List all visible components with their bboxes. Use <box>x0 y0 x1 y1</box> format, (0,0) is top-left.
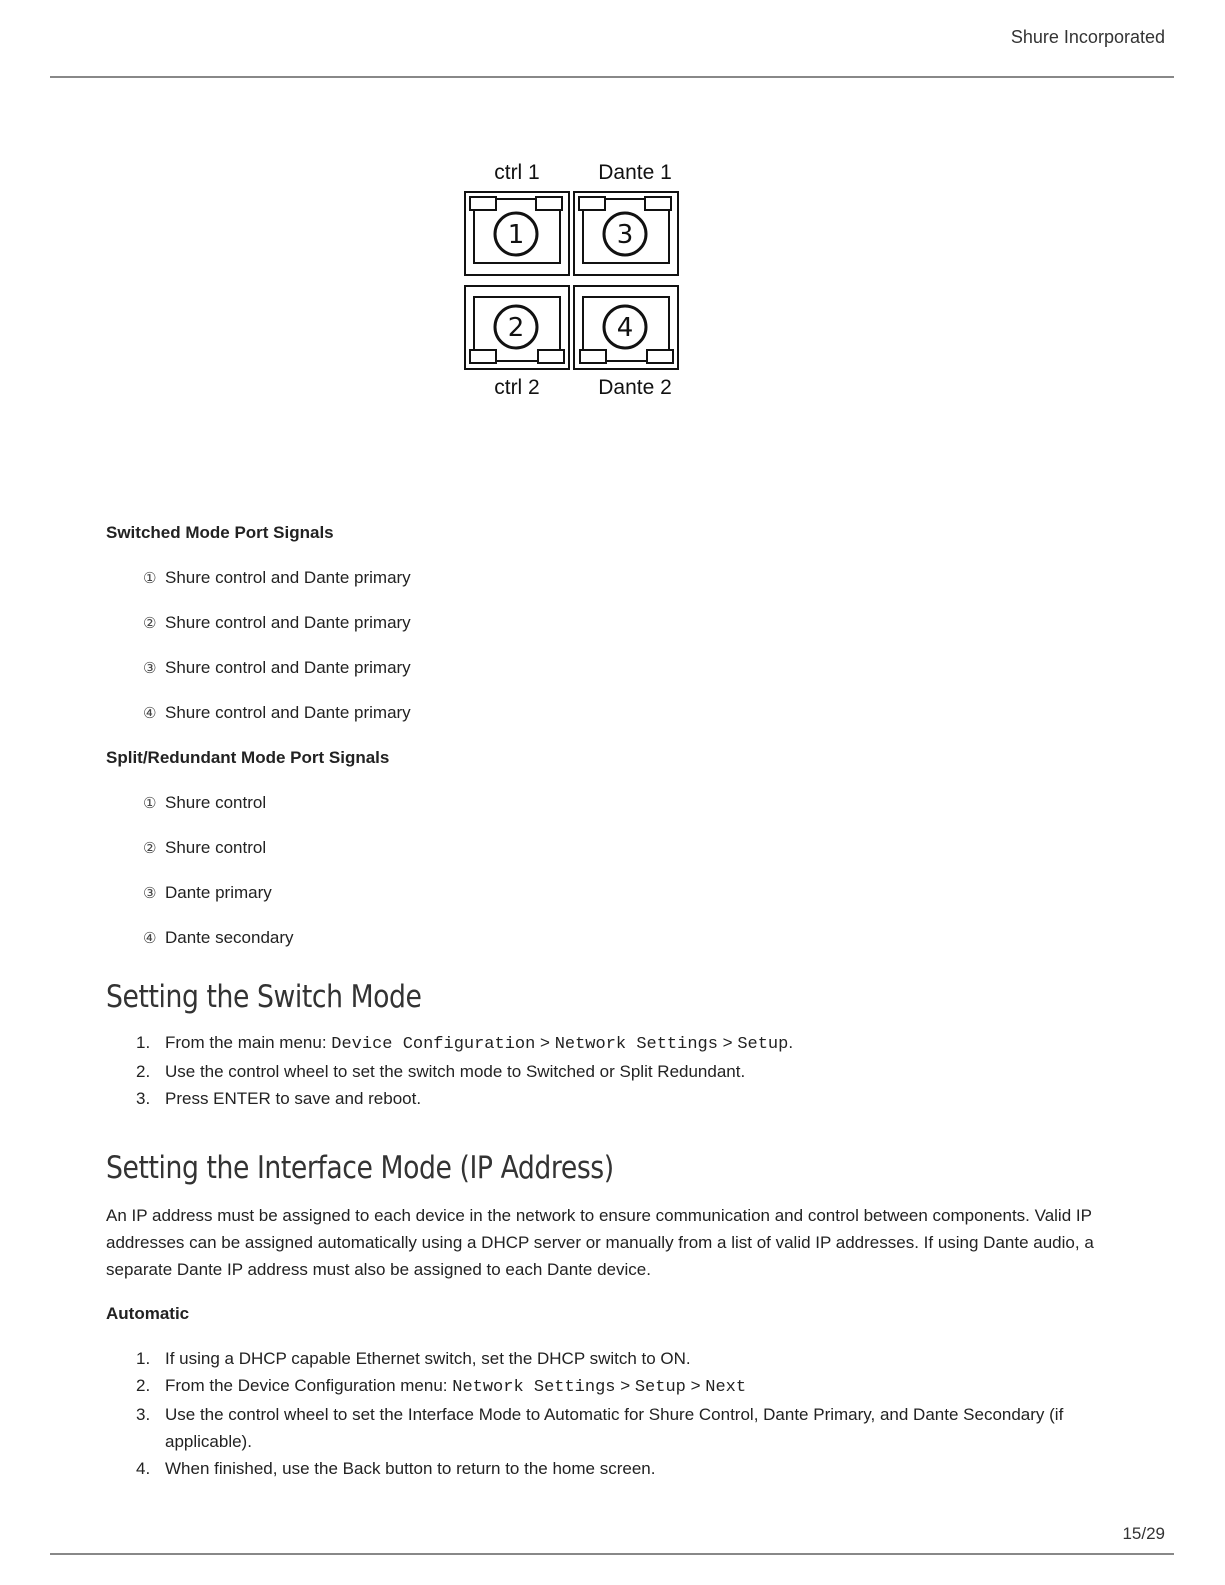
port-label-dante2: Dante 2 <box>598 376 672 399</box>
port-label-dante1: Dante 1 <box>598 161 672 184</box>
menu-path-part: Next <box>705 1378 747 1397</box>
port-4 <box>574 286 678 369</box>
company-name: Shure Incorporated <box>1010 27 1165 47</box>
step-item: 3. Press ENTER to save and reboot. <box>136 1089 422 1108</box>
list-item <box>143 880 1116 906</box>
port-number-1: 1 <box>507 220 525 250</box>
circled-number: ④ <box>143 929 157 947</box>
step-item: 1. If using a DHCP capable Ethernet switch, set the DHCP switch to ON. <box>136 1349 691 1368</box>
circled-number: ③ <box>143 884 157 902</box>
header-rule <box>50 76 1174 78</box>
split-mode-heading: Split/Redundant Mode Port Signals <box>106 748 390 767</box>
menu-path-part: Device Configuration <box>331 1035 536 1054</box>
list-item-text: Shure control and Dante primary <box>165 568 411 587</box>
circled-number: ② <box>143 614 157 632</box>
automatic-heading: Automatic <box>106 1304 190 1323</box>
switch-mode-title: Setting the Switch Mode <box>106 979 422 1015</box>
list-item-text: Shure control <box>165 838 267 857</box>
split-mode-list <box>106 790 1116 951</box>
list-item <box>143 565 1116 591</box>
port-2 <box>465 286 569 369</box>
port-label-ctrl1: ctrl 1 <box>494 161 540 184</box>
list-item <box>143 925 1116 951</box>
port-number-2: 2 <box>507 313 525 343</box>
list-item-text: Shure control and Dante primary <box>165 613 411 632</box>
step-item: 4. When finished, use the Back button to return to the home screen. <box>136 1459 656 1478</box>
list-item <box>143 700 1116 726</box>
switched-mode-list <box>106 565 1116 726</box>
circled-number: ② <box>143 839 157 857</box>
automatic-steps <box>106 1345 1116 1482</box>
circled-number: ① <box>143 794 157 812</box>
list-item-text: Shure control and Dante primary <box>165 703 411 722</box>
interface-mode-title: Setting the Interface Mode (IP Address) <box>106 1150 614 1186</box>
step-item: 2. From the Device Configuration menu: Network Settings > Setup > Next <box>136 1376 747 1397</box>
list-item-text: Dante secondary <box>165 928 294 947</box>
circled-number: ④ <box>143 704 157 722</box>
list-item <box>143 610 1116 636</box>
page-number: 15/29 <box>1122 1524 1165 1543</box>
step-item: 2. Use the control wheel to set the switch mode to Switched or Split Redundant. <box>136 1062 746 1081</box>
port-number-3: 3 <box>616 220 634 250</box>
footer-rule <box>50 1553 1174 1555</box>
list-item-text: Shure control and Dante primary <box>165 658 411 677</box>
switch-mode-steps <box>106 1029 1116 1112</box>
step-item: 3. Use the control wheel to set the Interface Mode to Automatic for Shure Control, Dante Primary, and Dante Secondary (if applicable). <box>136 1405 1064 1451</box>
circled-number: ① <box>143 569 157 587</box>
port-1 <box>465 192 569 275</box>
menu-path-part: Network Settings <box>554 1035 718 1054</box>
menu-path-part: Setup <box>634 1378 686 1397</box>
list-item-text: Shure control <box>165 793 267 812</box>
list-item <box>143 835 1116 861</box>
menu-path-part: Network Settings <box>452 1378 616 1397</box>
port-label-ctrl2: ctrl 2 <box>494 376 540 399</box>
list-item <box>143 655 1116 681</box>
circled-number: ③ <box>143 659 157 677</box>
port-number-4: 4 <box>616 313 634 343</box>
port-3 <box>574 192 678 275</box>
switched-mode-heading: Switched Mode Port Signals <box>106 523 334 542</box>
interface-mode-paragraph: An IP address must be assigned to each device in the network to ensure communication and control between components. Valid IP addresses can be assigned automatically using a DHCP server or manually from a list of valid IP addresses. If using Dante audio, a separate Dante IP address must also be assigned to each Dante device. <box>106 1206 1094 1279</box>
main-content <box>106 520 1116 1482</box>
step-item: 1. From the main menu: Device Configuration > Network Settings > Setup. <box>136 1033 794 1054</box>
list-item-text: Dante primary <box>165 883 272 902</box>
list-item <box>143 790 1116 816</box>
ethernet-ports-diagram <box>460 155 692 407</box>
menu-path-part: Setup <box>737 1035 789 1054</box>
